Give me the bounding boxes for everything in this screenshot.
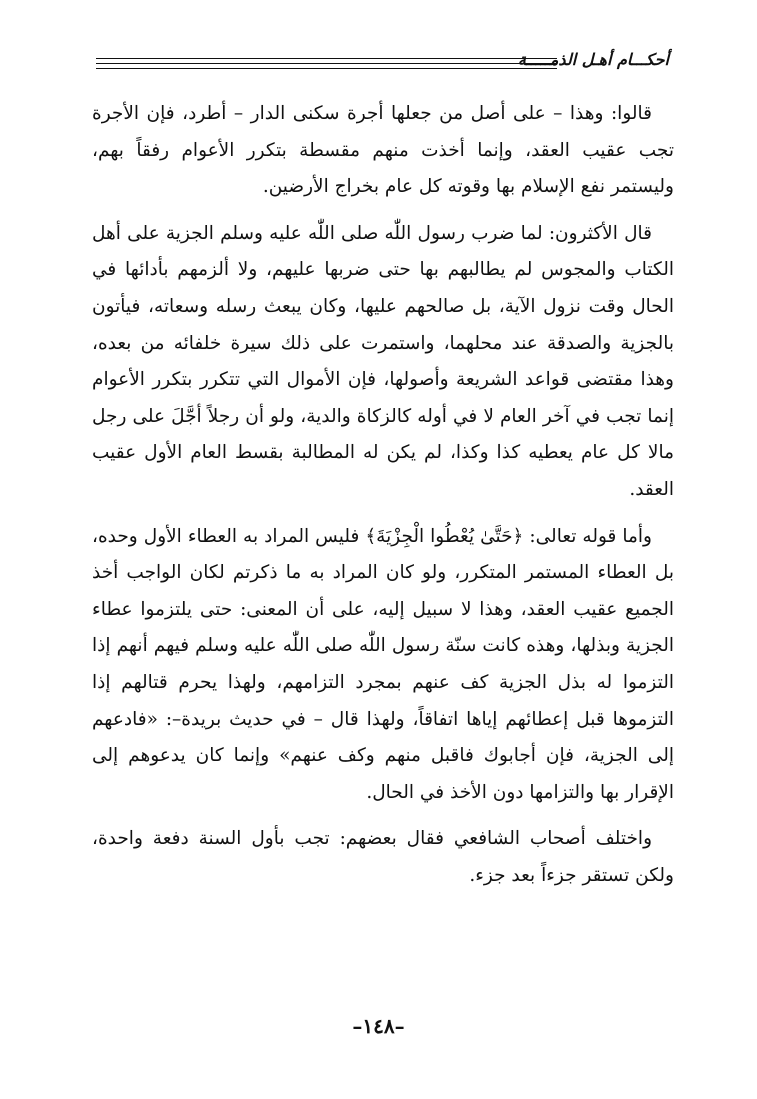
header-rule — [96, 58, 557, 59]
paragraph: قال الأكثرون: لما ضرب رسول اللّٰه صلى اللّٰه عليه وسلم الجزية على أهل الكتاب والمجوس لم يطالبهم بها حتى ضربها عليهم، ولا ألزمهم بأدائها في الحال وقت نزول الآية، بل صالحهم عليها، وكان يبعث رسله وسعاته، فيأتون بالجزية والصدقة عند محلهما، واستمرت على ذلك سيرة خلفائه من بعده، وهذا مقتضى قواعد الشريعة وأصولها، فإن الأموال التي تتكرر بتكرر الأعوام إنما تجب في آخر العام لا في أوله كالزكاة والدية، ولو أن رجلاً أجَّلَ على رجل مالا كل عام يعطيه كذا وكذا، لم يكن له المطالبة بقسط العام الأول عقيب العقد. — [92, 222, 674, 500]
running-header-title: أحكـــام أهـل الذمـــــة — [517, 50, 669, 69]
header-rule — [96, 68, 557, 69]
body-text — [92, 96, 674, 904]
running-header — [96, 46, 669, 76]
paragraph: وأما قوله تعالى: ﴿حَتَّىٰ يُعْطُوا الْجِزْيَةَ﴾ فليس المراد به العطاء الأول وحده، بل العطاء المستمر المتكرر، ولو كان المراد به ما ذكرتم لكان الواجب أخذ الجميع عقيب العقد، وهذا لا سبيل إليه، على أن المعنى: حتى يلتزموا عطاء الجزية وبذلها، وهذه كانت سنّة رسول اللّٰه صلى اللّٰه عليه وسلم فيهم أنهم إذا التزموا له بذل الجزية كف عنهم بمجرد التزامهم، ولهذا يحرم قتالهم إذا التزموها قبل إعطائهم إياها اتفاقاً، ولهذا قال – في حديث بريدة–: «فادعهم إلى الجزية، فإن أجابوك فاقبل منهم وكف عنهم» وإنما كان يدعوهم إلى الإقرار بها والتزامها دون الأخذ في الحال. — [92, 525, 674, 803]
paragraph: قالوا: وهذا – على أصل من جعلها أجرة سكنى الدار – أطرد، فإن الأجرة تجب عقيب العقد، وإنما أخذت منهم مقسطة بتكرر الأعوام رفقاً بهم، وليستمر نفع الإسلام بها وقوته كل عام بخراج الأرضين. — [92, 103, 674, 198]
page-number: –١٤٨– — [352, 1014, 405, 1038]
header-rule — [96, 63, 557, 64]
paragraph: واختلف أصحاب الشافعي فقال بعضهم: تجب بأول السنة دفعة واحدة، ولكن تستقر جزءاً بعد جزء. — [92, 828, 674, 886]
